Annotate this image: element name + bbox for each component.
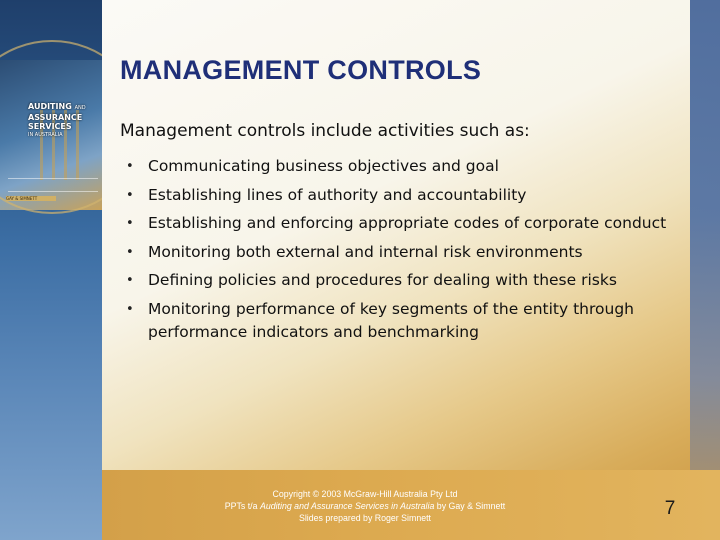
ppt-credit-line (185, 500, 545, 512)
cover-line2: ASSURANCE (28, 113, 83, 122)
bullet-item (120, 184, 690, 208)
book-title: Auditing and Assurance Services in Australia (259, 501, 435, 511)
cover-author-bar (6, 196, 56, 201)
bullet-text: Communicating business objectives and goal (148, 157, 499, 175)
bullet-text: Monitoring performance of key segments of the entity through performance indicators and benchmarking (148, 299, 634, 341)
bullet-icon: • (126, 244, 134, 260)
cover-title (28, 102, 100, 140)
bullet-item (120, 241, 690, 265)
bullet-icon: • (126, 216, 134, 231)
ppt-prefix: PPTs t/a (224, 501, 260, 511)
bullet-text: Defining policies and procedures for dealing with these risks (148, 271, 617, 289)
slide-title: MANAGEMENT CONTROLS (120, 55, 482, 85)
bullet-text: Establishing lines of authority and accountability (148, 185, 527, 204)
cover-line4: IN AUSTRALIA (28, 132, 63, 138)
bullet-item (120, 155, 690, 179)
cover-author: GAY & SIMNETT (6, 196, 38, 201)
cover-line3: SERVICES (28, 122, 72, 131)
by-authors: by Gay & Simnett (434, 501, 506, 511)
page-number: 7 (664, 498, 676, 519)
copyright-line: Copyright © 2003 McGraw-Hill Australia Pty Ltd (272, 489, 458, 499)
bullet-list (120, 155, 690, 350)
bullet-icon: • (126, 159, 134, 174)
bullet-item (120, 298, 690, 345)
bullet-text: Establishing and enforcing appropriate codes of corporate conduct (148, 214, 667, 232)
right-edge-decoration (690, 0, 720, 540)
intro-text: Management controls include activities such as: (120, 121, 530, 141)
cover-line1: AUDITING (28, 102, 72, 111)
bullet-icon: • (126, 187, 134, 203)
bullet-icon: • (126, 301, 134, 317)
book-cover-image (0, 0, 102, 540)
cover-line1-suffix: AND (74, 105, 86, 111)
bullet-icon: • (126, 273, 134, 288)
footer-credits (185, 488, 545, 524)
bullet-text: Monitoring both external and internal risk environments (148, 242, 583, 261)
bullet-item (120, 212, 690, 236)
bullet-item (120, 269, 690, 293)
prepared-by-line: Slides prepared by Roger Simnett (298, 513, 432, 523)
cover-fineprint-band (8, 178, 98, 192)
